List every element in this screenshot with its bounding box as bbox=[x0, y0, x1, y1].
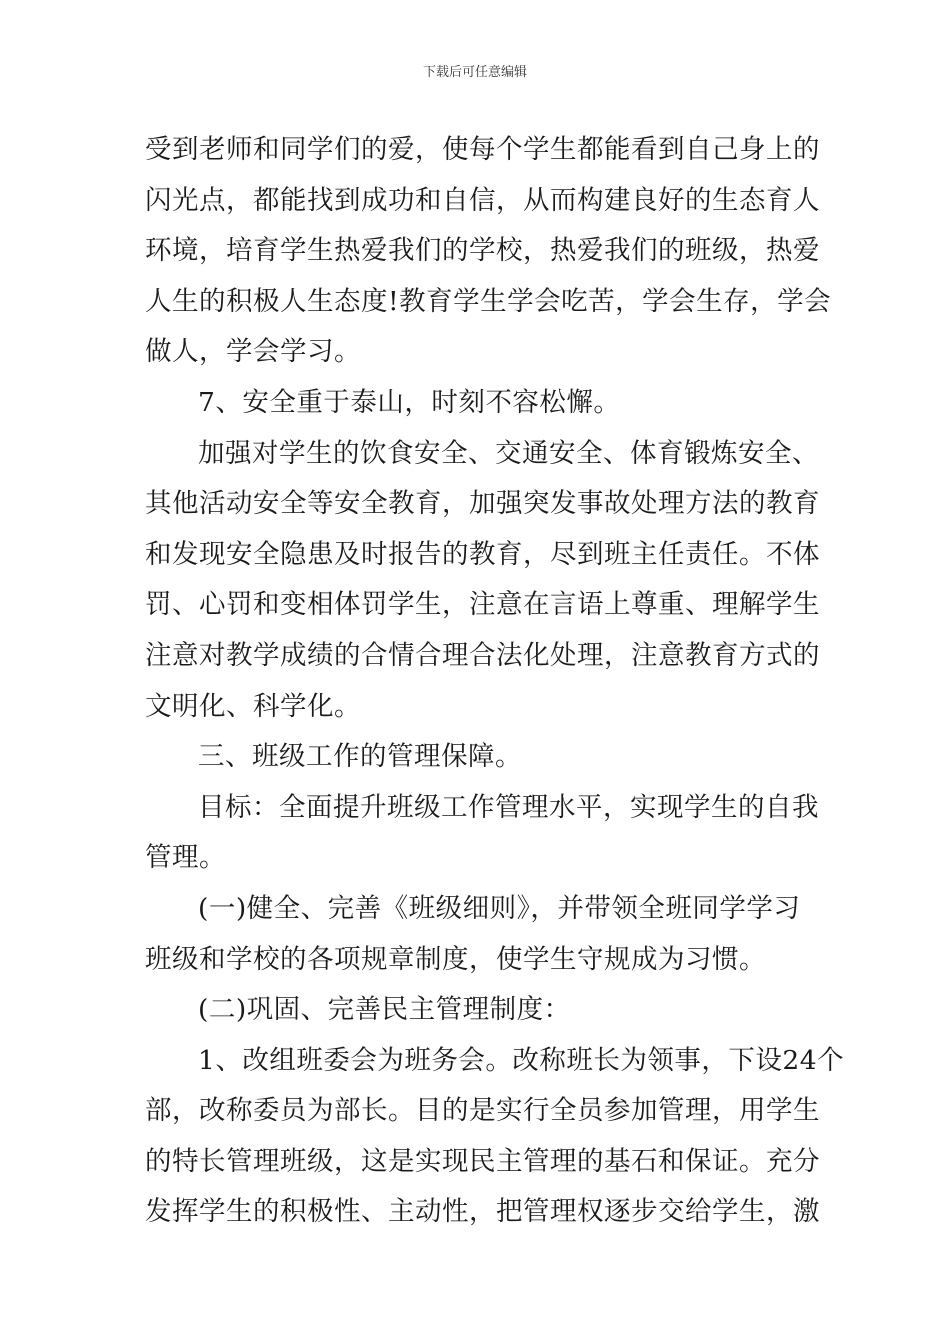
text-line: 注意对教学成绩的合情合理合法化处理，注意教育方式的 bbox=[145, 639, 820, 671]
text-line: 发挥学生的积极性、主动性，把管理权逐步交给学生，激 bbox=[145, 1196, 820, 1228]
page-header-note: 下载后可任意编辑 bbox=[422, 65, 527, 80]
text-line: 管理。 bbox=[145, 842, 226, 874]
paragraph-start: 1、改组班委会为班务会。改称班长为领事，下设24个 bbox=[198, 1044, 845, 1076]
text-line: 闪光点，都能找到成功和自信，从而构建良好的生态育人 bbox=[145, 184, 820, 216]
text-line: 文明化、科学化。 bbox=[145, 690, 361, 722]
text-line: 受到老师和同学们的爱，使每个学生都能看到自己身上的 bbox=[145, 134, 820, 165]
text-line: 部，改称委员为部长。目的是实行全员参加管理，用学生 bbox=[145, 1095, 820, 1127]
text-line: 的特长管理班级，这是实现民主管理的基石和保证。充分 bbox=[145, 1145, 820, 1177]
paragraph-start: (一)健全、完善《班级细则》，并带领全班同学学习 bbox=[198, 892, 801, 924]
text-line: 人生的积极人生态度!教育学生学会吃苦，学会生存，学会 bbox=[145, 285, 832, 317]
text-line: 罚、心罚和变相体罚学生，注意在言语上尊重、理解学生 bbox=[145, 589, 820, 621]
text-line: 班级和学校的各项规章制度，使学生守规成为习惯。 bbox=[145, 943, 766, 975]
text-line: 做人，学会学习。 bbox=[145, 336, 361, 368]
section-heading: 7、安全重于泰山，时刻不容松懈。 bbox=[198, 386, 621, 418]
section-heading: 三、班级工作的管理保障。 bbox=[198, 741, 522, 773]
text-line: 其他活动安全等安全教育，加强突发事故处理方法的教育 bbox=[145, 488, 820, 520]
paragraph-start: 加强对学生的饮食安全、交通安全、体育锻炼安全、 bbox=[198, 437, 819, 469]
document-body bbox=[145, 125, 845, 1238]
text-line: 和发现安全隐患及时报告的教育，尽到班主任责任。不体 bbox=[145, 538, 820, 570]
text-line: 环境，培育学生热爱我们的学校，热爱我们的班级，热爱 bbox=[145, 235, 820, 267]
paragraph-start: 目标：全面提升班级工作管理水平，实现学生的自我 bbox=[198, 791, 819, 823]
section-heading: (二)巩固、完善民主管理制度： bbox=[198, 994, 571, 1026]
